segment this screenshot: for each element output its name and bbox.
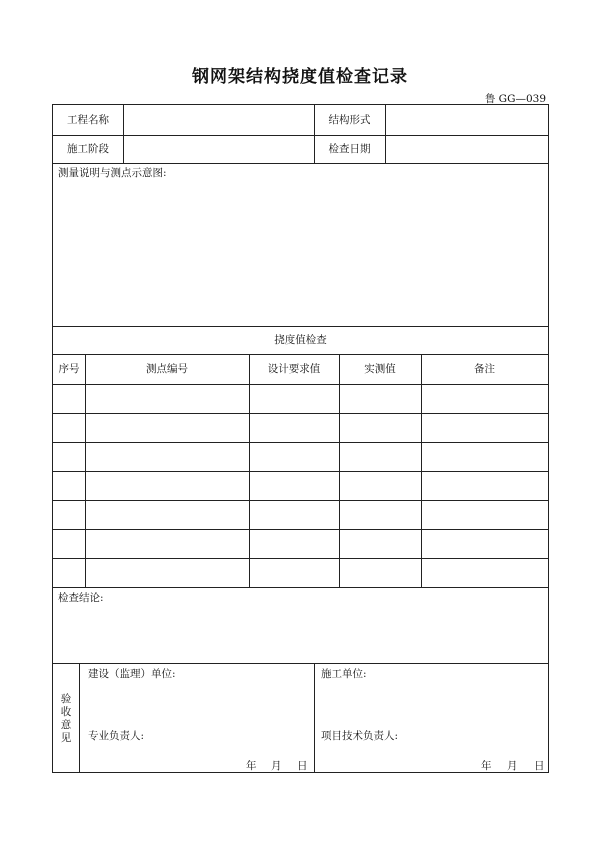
row-divider [53, 413, 548, 414]
row-divider [53, 163, 548, 164]
col-divider [421, 354, 422, 587]
row-divider [53, 529, 548, 530]
structure-type-label: 结构形式 [328, 114, 371, 126]
row-divider [53, 354, 548, 355]
row-divider [53, 587, 548, 588]
col-divider [79, 663, 80, 773]
col-divider [339, 354, 340, 587]
left-date-year: 年 [246, 760, 257, 772]
left-date-month: 月 [271, 760, 282, 772]
acceptance-side-label: 验收意见 [60, 693, 72, 744]
col-divider [249, 354, 250, 587]
row-divider [53, 558, 548, 559]
col-divider [123, 105, 124, 163]
record-form [52, 104, 549, 773]
row-divider [53, 442, 548, 443]
form-code: 鲁 GG—039 [484, 93, 546, 105]
stage-label: 施工阶段 [67, 143, 109, 155]
project-name-label: 工程名称 [67, 114, 109, 126]
col-header-point-id: 测点编号 [146, 363, 188, 375]
col-header-measured-value: 实测值 [364, 363, 396, 375]
col-header-index: 序号 [58, 363, 80, 375]
right-unit-label: 施工单位: [321, 668, 367, 680]
measurement-note-label: 测量说明与测点示意图: [58, 167, 167, 179]
col-divider [314, 663, 315, 773]
row-divider [53, 500, 548, 501]
row-divider [53, 326, 548, 327]
page-title: 钢网架结构挠度值检查记录 [192, 67, 408, 87]
right-date-year: 年 [481, 760, 492, 772]
deflection-section-title: 挠度值检查 [274, 334, 327, 346]
col-header-remarks: 备注 [474, 363, 495, 375]
right-date-month: 月 [507, 760, 518, 772]
row-divider [53, 135, 548, 136]
col-header-design-value: 设计要求值 [267, 363, 321, 375]
col-divider [385, 105, 386, 163]
right-person-label: 项目技术负责人: [321, 730, 399, 742]
left-date-day: 日 [297, 760, 308, 772]
row-divider [53, 471, 548, 472]
left-person-label: 专业负责人: [88, 730, 145, 742]
left-unit-label: 建设（监理）单位: [88, 668, 176, 680]
right-date-day: 日 [534, 760, 545, 772]
col-divider [85, 354, 86, 587]
row-divider [53, 384, 548, 385]
conclusion-label: 检查结论: [58, 592, 104, 604]
check-date-label: 检查日期 [328, 143, 371, 155]
row-divider [53, 663, 548, 664]
